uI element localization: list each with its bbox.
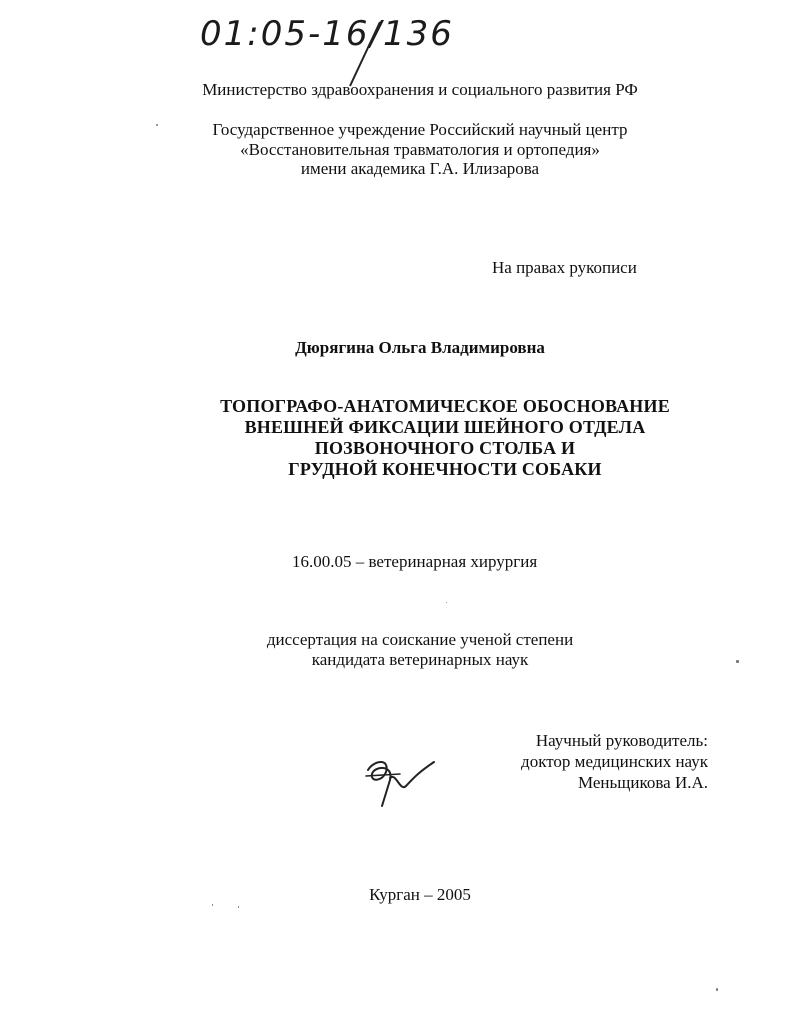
- supervisor-heading: Научный руководитель:: [535, 731, 708, 750]
- city-and-year: Курган – 2005: [369, 885, 471, 904]
- degree-line-2: кандидата ветеринарных наук: [311, 650, 529, 669]
- scan-speck: [736, 660, 739, 663]
- handwritten-archive-code: [200, 14, 460, 84]
- scan-speck: [716, 988, 718, 991]
- institution-line-2: «Восстановительная травматология и ортопедия»: [240, 139, 600, 159]
- title-line-3: ПОЗВОНОЧНОГО СТОЛБА И: [314, 438, 576, 458]
- title-line-1: ТОПОГРАФО-АНАТОМИЧЕСКОЕ ОБОСНОВАНИЕ: [220, 396, 670, 416]
- scan-speck: [156, 124, 158, 126]
- scan-speck: [446, 602, 447, 603]
- supervisor-name: Меньщикова И.А.: [577, 773, 708, 792]
- ministry-line: Министерство здравоохранения и социального развития РФ: [202, 80, 638, 99]
- handwritten-signature: [360, 752, 450, 812]
- degree-statement: [120, 630, 720, 670]
- author-name: Дюрягина Ольга Владимировна: [295, 338, 545, 357]
- degree-line-1: диссертация на соискание ученой степени: [266, 630, 574, 649]
- supervisor-degree: доктор медицинских наук: [521, 752, 708, 771]
- institution-block: [120, 120, 720, 179]
- manuscript-rights-note: На правах рукописи: [492, 258, 637, 277]
- specialty-code: 16.00.05 – ветеринарная хирургия: [292, 552, 538, 571]
- scan-speck: [212, 904, 213, 906]
- title-line-4: ГРУДНОЙ КОНЕЧНОСТИ СОБАКИ: [288, 459, 602, 479]
- supervisor-block: [521, 730, 708, 793]
- title-line-2: ВНЕШНЕЙ ФИКСАЦИИ ШЕЙНОГО ОТДЕЛА: [244, 417, 646, 437]
- thesis-title: [120, 396, 770, 480]
- institution-line-3: имени академика Г.А. Илизарова: [300, 159, 540, 178]
- scan-speck: [238, 906, 239, 908]
- handwritten-code-text: 01:05-16/136: [200, 14, 454, 54]
- institution-line-1: Государственное учреждение Российский научный центр: [212, 120, 628, 139]
